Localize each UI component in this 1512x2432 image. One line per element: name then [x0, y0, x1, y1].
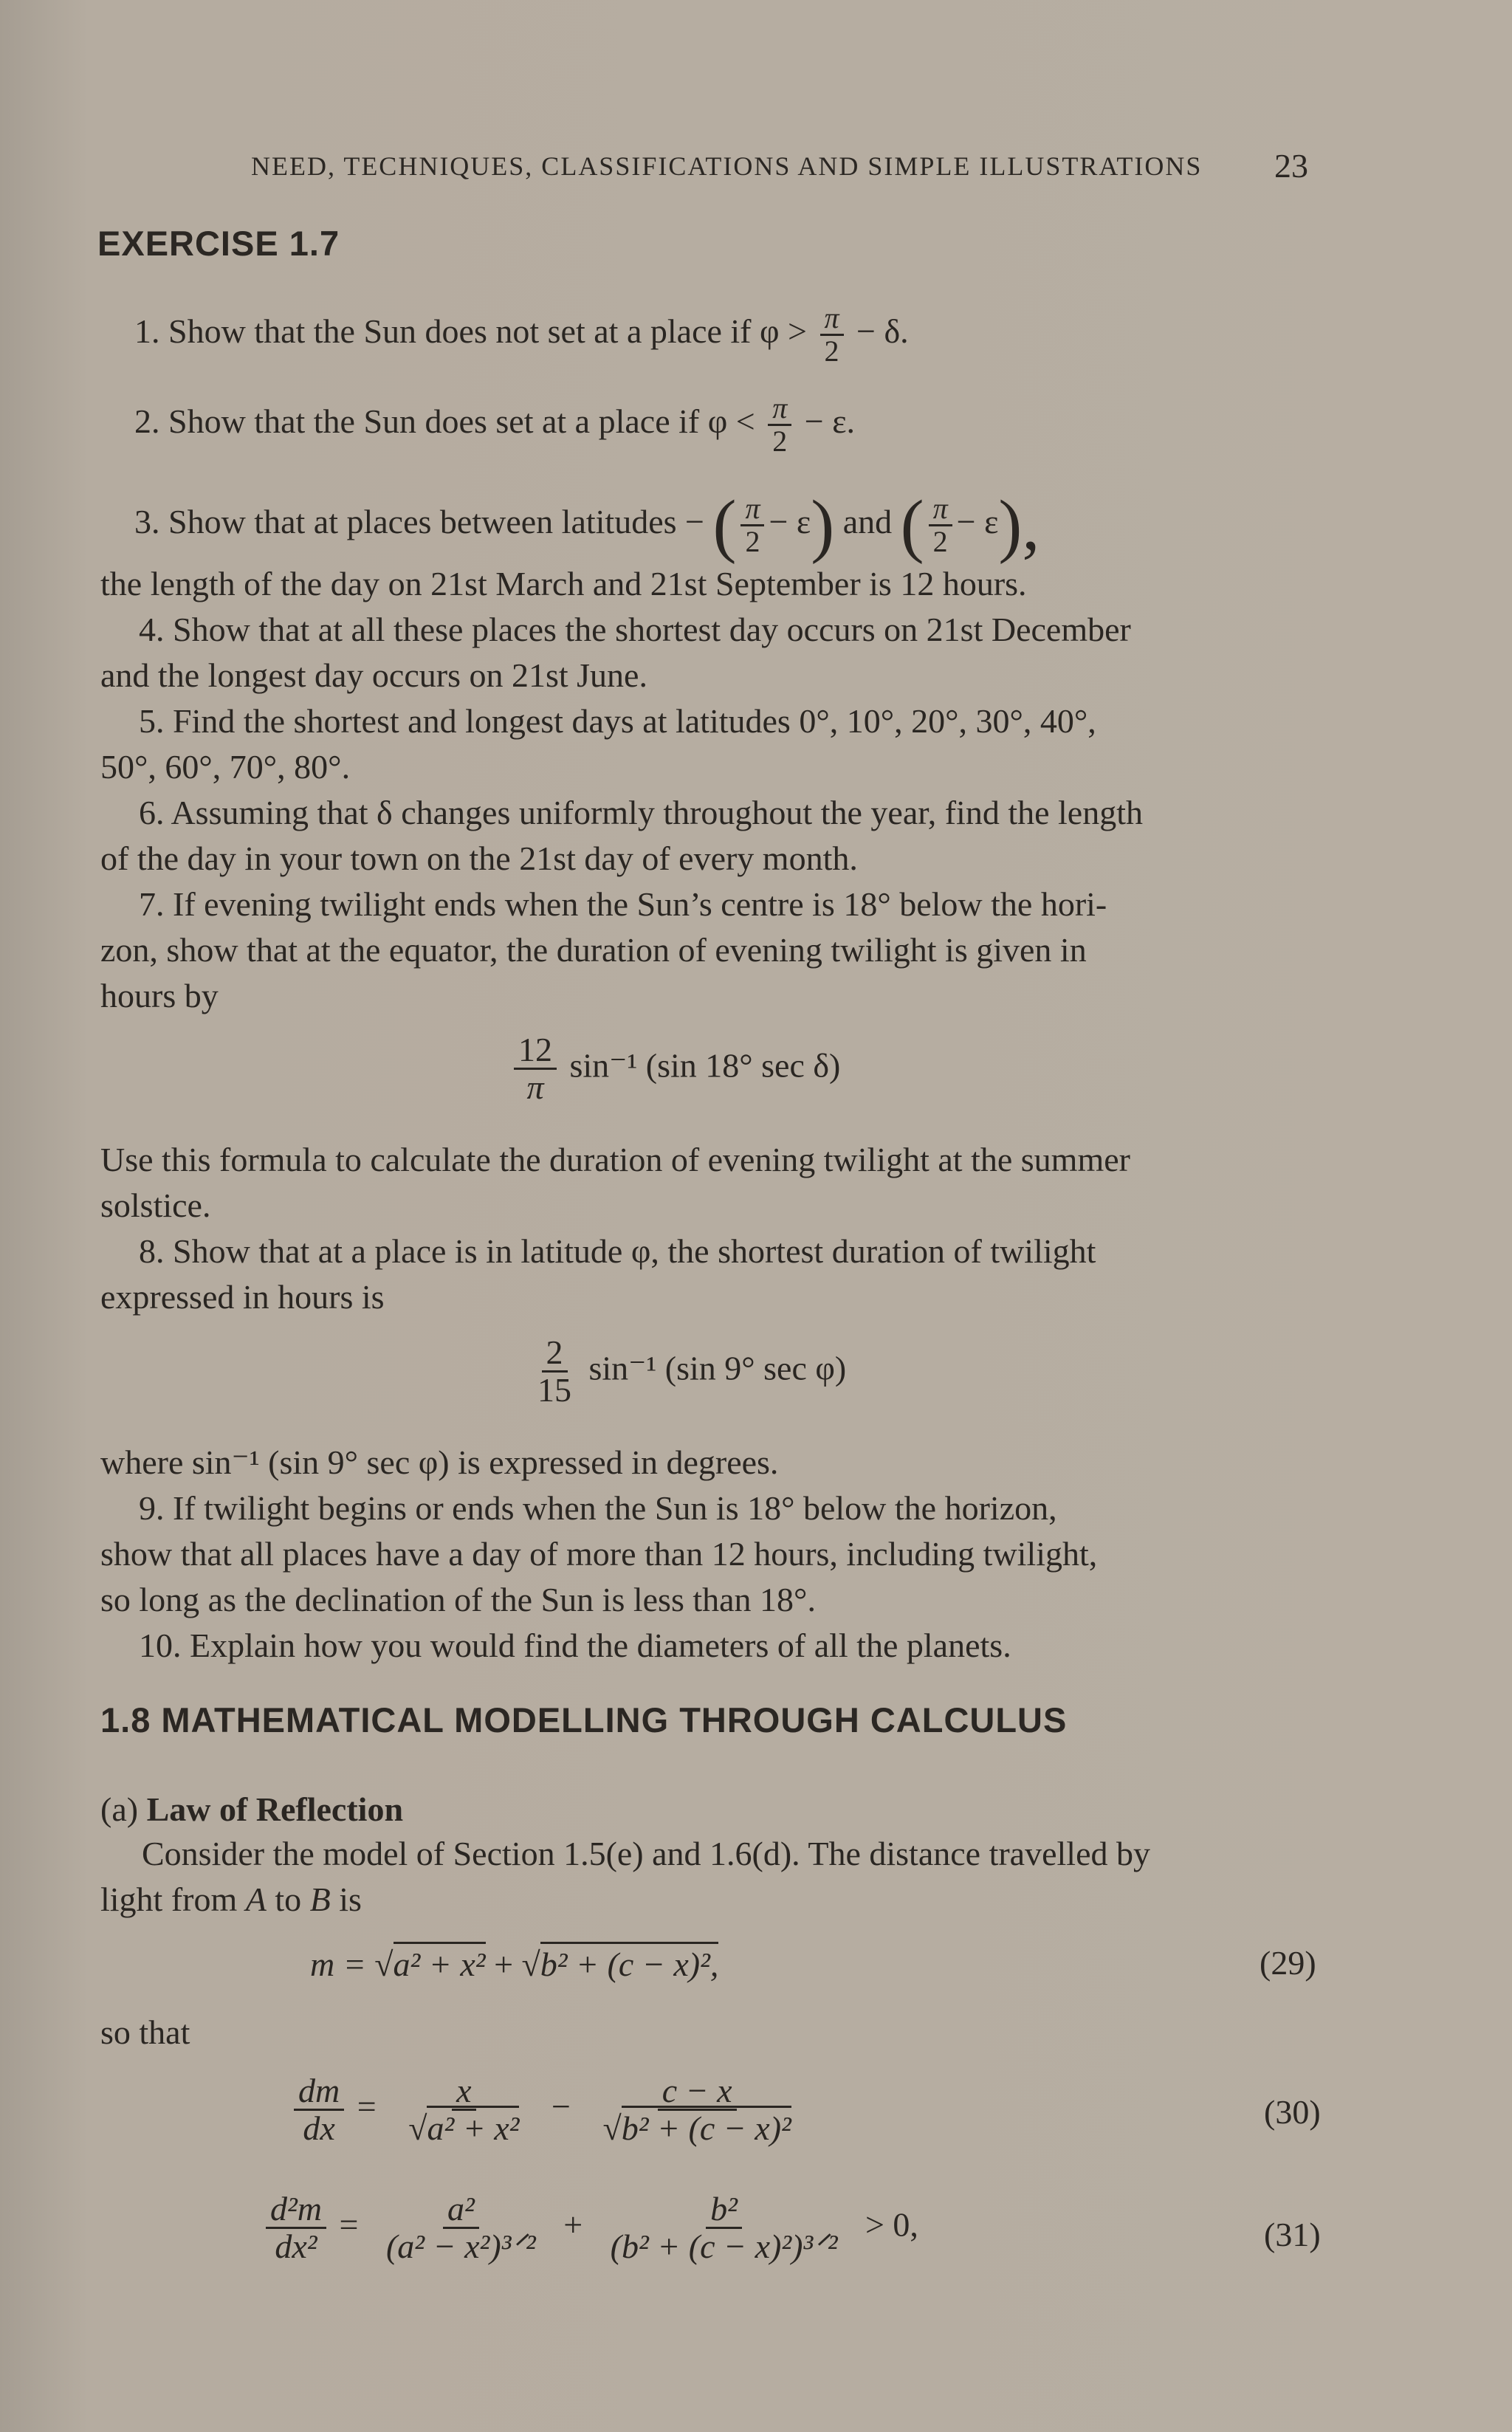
text-line: Consider the model of Section 1.5(e) and 1.6(d). The distance travelled by	[142, 1835, 1150, 1872]
text-line: and the longest day occurs on 21st June.	[100, 656, 647, 694]
text-line: expressed in hours is	[100, 1278, 385, 1316]
running-head: NEED, TECHNIQUES, CLASSIFICATIONS AND SIMPLE ILLUSTRATIONS	[251, 151, 1203, 181]
text-line: show that all places have a day of more than 12 hours, including twilight,	[100, 1535, 1098, 1573]
formula-twilight-equator: $\frac{12}{\pi}$ sin⁻¹ (sin 18° sec δ)	[509, 1032, 840, 1106]
exercise-heading: EXERCISE 1.7	[97, 224, 340, 263]
text-line: the length of the day on 21st March and 21st September is 12 hours.	[100, 565, 1027, 602]
fraction-pi-over-2: $\frac{\pi}{2}$	[768, 393, 791, 457]
text-line: light from A to B is	[100, 1880, 362, 1918]
text-line: where sin⁻¹ (sin 9° sec φ) is expressed in degrees.	[100, 1443, 779, 1481]
text-line: 50°, 60°, 70°, 80°.	[100, 748, 351, 786]
equation-31: $\frac{\text{d²m}}{\text{dx²}}$ = $\frac{\text{a²}}{\text{(a² − x²)³ᐟ²}}$ + $\frac{\text{b²}}{\text{(b² + (c − x)²)³ᐟ²}}$ > 0,	[261, 2191, 918, 2265]
page-number: 23	[1274, 147, 1308, 185]
text-line: of the day in your town on the 21st day of every month.	[100, 839, 858, 877]
text-line: hours by	[100, 977, 219, 1014]
formula-shortest-twilight: $\frac{2}{15}$ sin⁻¹ (sin 9° sec φ)	[537, 1333, 847, 1409]
fraction-pi-over-2: $\frac{\pi}{2}$	[929, 493, 952, 557]
equation-number: (31)	[1264, 2216, 1321, 2253]
equation-30: $\frac{dm}{dx}$ = $\frac{x}{\text{√a² + x²}}$ − $\frac{c - x}{\text{√b² + (c − x)²}}$	[289, 2073, 815, 2147]
equation-number: (29)	[1260, 1944, 1316, 1982]
text-line: so that	[100, 2013, 190, 2051]
exercise-item-4: 4. Show that at all these places the shortest day occurs on 21st December	[139, 611, 1131, 648]
exercise-item-7: 7. If evening twilight ends when the Sun’s centre is 18° below the hori-	[139, 885, 1107, 923]
text-line: solstice.	[100, 1186, 211, 1224]
text-line: zon, show that at the equator, the duration of evening twilight is given in	[100, 931, 1087, 969]
fraction-pi-over-2: $\frac{\pi}{2}$	[820, 303, 844, 367]
equation-29: m = √a² + x² + √b² + (c − x)²,	[310, 1942, 718, 1988]
exercise-item-5: 5. Find the shortest and longest days at latitudes 0°, 10°, 20°, 30°, 40°,	[139, 702, 1096, 740]
exercise-item-3: 3. Show that at places between latitudes − ( $\frac{\pi}{2}$ − ε) and ( $\frac{\pi}{2}$ − ε),	[134, 485, 1040, 565]
text-line: so long as the declination of the Sun is less than 18°.	[100, 1581, 816, 1618]
exercise-item-2: 2. Show that the Sun does set at a place if φ < $\frac{\pi}{2}$ − ε.	[134, 391, 856, 458]
text-line: Use this formula to calculate the duration of evening twilight at the summer	[100, 1141, 1130, 1178]
exercise-item-1: 1. Show that the Sun does not set at a place if φ > $\frac{\pi}{2}$ − δ.	[134, 301, 909, 368]
equation-number: (30)	[1264, 2093, 1321, 2131]
section-heading: 1.8 MATHEMATICAL MODELLING THROUGH CALCULUS	[100, 1700, 1068, 1739]
exercise-item-6: 6. Assuming that δ changes uniformly throughout the year, find the length	[139, 794, 1143, 831]
exercise-item-8: 8. Show that at a place is in latitude φ, the shortest duration of twilight	[139, 1232, 1096, 1270]
fraction-pi-over-2: $\frac{\pi}{2}$	[740, 493, 764, 557]
exercise-item-10: 10. Explain how you would find the diameters of all the planets.	[139, 1627, 1011, 1664]
exercise-item-9: 9. If twilight begins or ends when the Sun is 18° below the horizon,	[139, 1489, 1057, 1527]
subsection-heading: (a) Law of Reflection	[100, 1790, 404, 1828]
